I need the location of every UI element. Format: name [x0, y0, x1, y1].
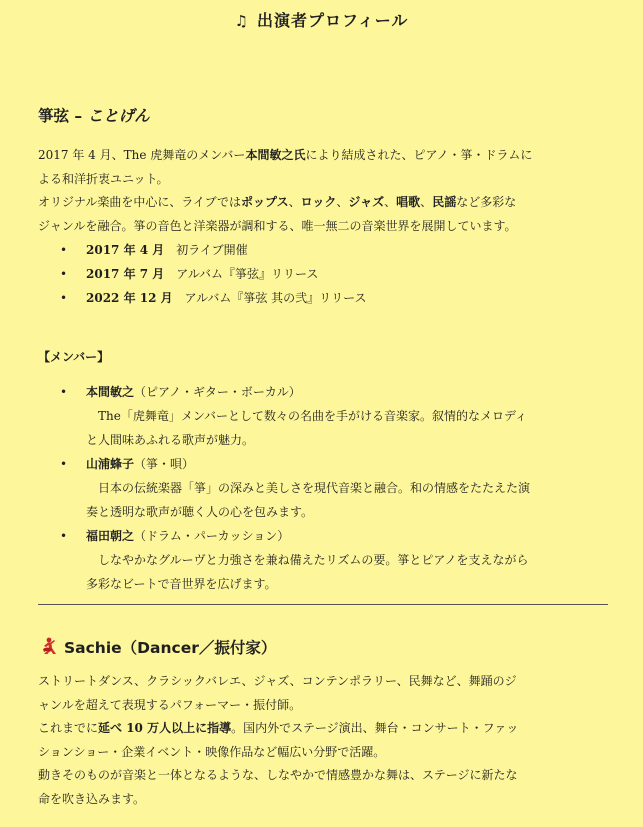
member-desc: 多彩なビートで音世界を広げます。: [86, 577, 277, 591]
member-desc: 日本の伝統楽器「箏」の深みと美しさを現代音楽と融合。和の情感をたたえた演: [98, 481, 531, 495]
list-item: [38, 286, 610, 310]
bold-text: 延べ 10 万人以上に指導: [98, 721, 232, 735]
sachie-heading: [38, 636, 610, 659]
text-run: など多彩な: [456, 195, 517, 209]
history-date: 2022 年 12 月: [86, 291, 173, 305]
text-run: これまでに: [38, 721, 99, 735]
history-text: 初ライブ開催: [176, 243, 248, 257]
sachie-line-3: [38, 717, 610, 741]
koto-intro-line-1: [38, 144, 610, 168]
member-name: 福田朝之: [86, 529, 135, 543]
bold-text: ロック: [300, 195, 337, 209]
member-items: [38, 452, 610, 476]
bold-text: 唱歌: [396, 195, 421, 209]
text-run: により結成された、ピアノ・箏・ドラムに: [305, 148, 533, 162]
sachie-line-4: ションショー・企業イベント・映像作品など幅広い分野で活躍。: [38, 744, 386, 759]
text-run: 2017 年 4 月、The 虎舞竜のメンバー: [38, 148, 246, 162]
member-role: （ピアノ・ギター・ボーカル）: [134, 385, 301, 399]
member-role: （箏・唄）: [134, 457, 195, 471]
page-title-text: 出演者プロフィール: [257, 11, 409, 30]
koto-intro-line-3: [38, 191, 610, 215]
dancer-icon: [38, 637, 58, 659]
member-item: [38, 452, 610, 476]
music-notes-icon: ♫: [234, 12, 250, 30]
text-run: 、: [384, 195, 397, 209]
members-section: [38, 346, 610, 370]
history-text: アルバム『箏弦』リリース: [176, 267, 319, 281]
member-role: （ドラム・パーカッション）: [134, 529, 290, 543]
koto-heading-kana: ことげん: [87, 107, 150, 125]
sachie-line-6: 命を吹き込みます。: [38, 791, 146, 806]
koto-heading-separator: –: [69, 107, 88, 125]
sachie-heading-text: Sachie（Dancer／振付家）: [64, 639, 277, 657]
member-items: [38, 524, 610, 548]
koto-heading-main: 箏弦: [38, 107, 70, 125]
history-list: [38, 238, 610, 310]
member-name: 山浦蜂子: [86, 457, 135, 471]
history-text: アルバム『箏弦 其の弐』リリース: [184, 291, 367, 305]
koto-heading: [38, 104, 610, 126]
text-run: 、: [336, 195, 349, 209]
page-title: [0, 8, 643, 31]
sachie-line-5: 動きそのものが音楽と一体となるような、しなやかで情感豊かな舞は、ステージに新たな: [38, 768, 518, 782]
member-desc: しなやかなグルーヴと力強さを兼ね備えたリズムの要。箏とピアノを支えながら: [98, 553, 529, 567]
member-item: [38, 524, 610, 548]
sachie-body: [38, 670, 610, 811]
members-list: [38, 380, 610, 596]
koto-section: [38, 104, 610, 126]
koto-intro-line-4: ジャンルを融合。箏の音色と洋楽器が調和する、唯一無二の音楽世界を展開しています。: [38, 218, 517, 233]
bold-text: ポップス: [241, 195, 289, 209]
member-desc: The「虎舞竜」メンバーとして数々の名曲を手がける音楽家。叙情的なメロディ: [98, 409, 528, 423]
member-name: 本間敏之: [86, 385, 135, 399]
bold-text: 民謡: [432, 195, 457, 209]
member-desc: と人間味あふれる歌声が魅力。: [86, 433, 255, 447]
sachie-section: [38, 636, 610, 659]
list-item: [38, 262, 610, 286]
member-items: [38, 380, 610, 404]
history-date: 2017 年 4 月: [86, 243, 165, 257]
sachie-line-2: ャンルを超えて表現するパフォーマー・振付師。: [38, 697, 302, 712]
section-divider: [38, 604, 608, 605]
text-run: 。国内外でステージ演出、舞台・コンサート・ファッ: [231, 721, 519, 735]
member-item: [38, 380, 610, 404]
history-date: 2017 年 7 月: [86, 267, 165, 281]
text-run: オリジナル楽曲を中心に、ライブでは: [38, 195, 242, 209]
bold-text: ジャズ: [348, 195, 385, 209]
koto-history: [38, 238, 610, 310]
list-item: [38, 238, 610, 262]
koto-intro: [38, 144, 610, 238]
sachie-line-1: ストリートダンス、クラシックバレエ、ジャズ、コンテンポラリー、民舞など、舞踊のジ: [38, 674, 517, 688]
text-run: 、: [288, 195, 301, 209]
text-run: 、: [420, 195, 433, 209]
bold-text: 本間敏之氏: [245, 148, 306, 162]
members-heading: 【メンバー】: [38, 350, 110, 364]
koto-intro-line-2: よる和洋折衷ユニット。: [38, 171, 169, 186]
member-desc: 奏と透明な歌声が聴く人の心を包みます。: [86, 505, 314, 519]
